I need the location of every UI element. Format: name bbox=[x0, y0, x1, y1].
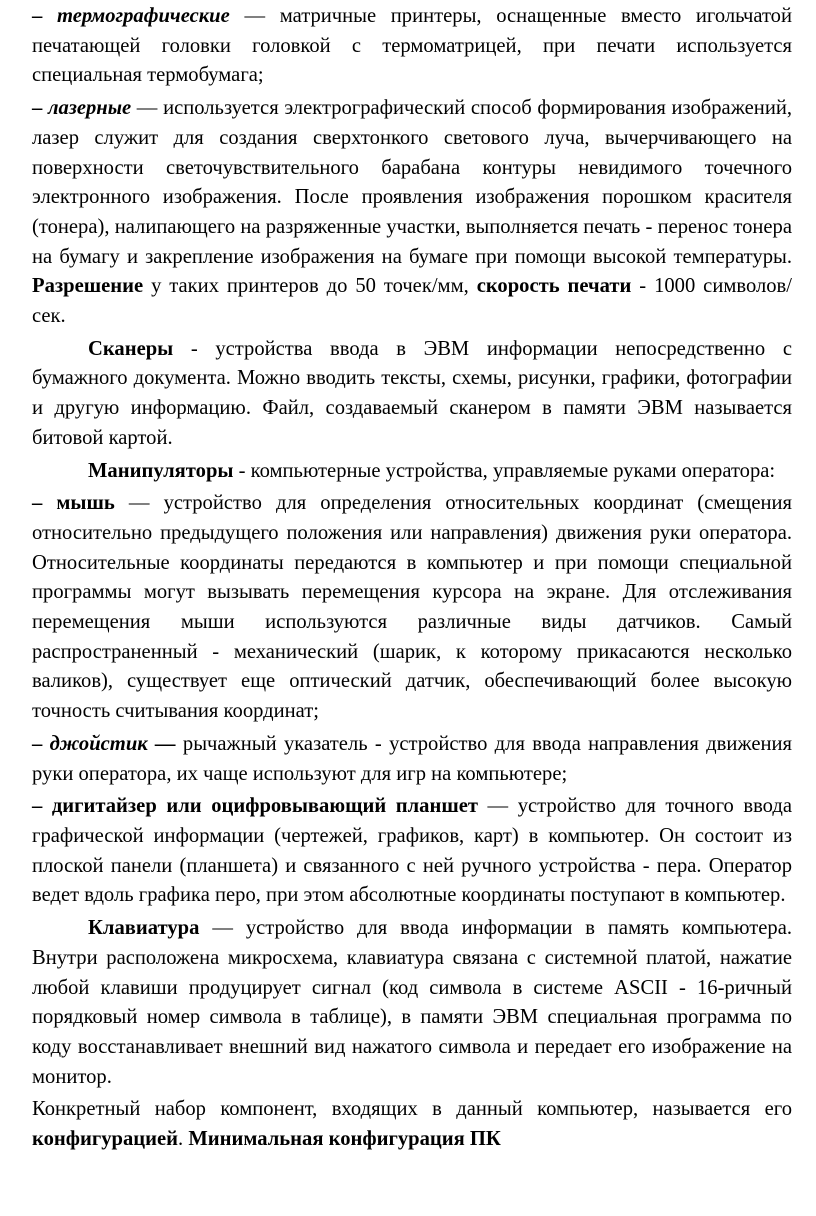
paragraph-text: используется электрографический способ формирования изображений, лазер служит для создания сверхтонкого светового луча, вычерчивающего на поверхности светочувствительного барабана контуры невидимого точечного электронного изображения. После проявления изображения порошком красителя (тонера), налипающего на разряженные участки, выполняется печать - перенос тонера на бумагу и закрепление изображения на бумаге при помощи высокой температуры. bbox=[32, 97, 793, 268]
paragraph-text: устройство для ввода информации в память компьютера. Внутри расположена микросхема, клавиатура связана с системной платой, нажатие любой клавиши продуцирует сигнал (код символа в системе ASCII - 16-ричный порядковый номер символа в таблице), в памяти ЭВМ специальная программа по коду восстанавливает внешний вид нажатого символа и передает его изображение на монитор. bbox=[32, 917, 793, 1088]
paragraph-mouse bbox=[32, 489, 792, 727]
paragraph-text: матричные принтеры, оснащенные вместо игольчатой печатающей головки головкой с термоматрицей, при печати используется специальная термобумага; bbox=[32, 5, 792, 87]
paragraph-thermographic bbox=[32, 2, 792, 91]
term-digitizer: дигитайзер или оцифровывающий планшет bbox=[51, 795, 478, 818]
term-minimal-configuration: Минимальная конфигурация ПК bbox=[188, 1128, 501, 1151]
em-dash: — bbox=[131, 97, 164, 120]
paragraph-text: у таких принтеров до 50 точек/мм, bbox=[143, 275, 477, 298]
paragraph-text: Конкретный набор компонент, входящих в данный компьютер, называется его bbox=[32, 1098, 792, 1121]
paragraph-text: - компьютерные устройства, управляемые руками оператора: bbox=[233, 459, 776, 482]
paragraph-keyboard bbox=[32, 914, 792, 1092]
term-resolution: Разрешение bbox=[32, 275, 144, 298]
em-dash: — bbox=[199, 917, 246, 940]
list-dash: – bbox=[32, 795, 52, 818]
term-joystick: джойстик — bbox=[49, 732, 176, 755]
paragraph-scanners bbox=[32, 335, 792, 454]
term-laser: лазерные bbox=[47, 97, 132, 120]
term-print-speed: скорость печати bbox=[476, 275, 632, 298]
list-dash: – bbox=[32, 732, 50, 755]
paragraph-text: рычажный указатель - устройство для ввода направления движения руки оператора, их чаще используют для игр на компьютере; bbox=[32, 732, 792, 785]
em-dash: — bbox=[229, 5, 280, 27]
term-keyboard: Клавиатура bbox=[88, 917, 200, 940]
paragraph-text: . bbox=[178, 1128, 189, 1151]
paragraph-digitizer bbox=[32, 792, 792, 911]
term-mouse: мышь bbox=[56, 492, 115, 515]
term-scanners: Сканеры bbox=[88, 337, 174, 360]
term-manipulators: Манипуляторы bbox=[88, 459, 234, 482]
paragraph-text: - 1000 символов/сек. bbox=[32, 275, 792, 328]
paragraph-laser bbox=[32, 94, 792, 332]
list-dash: – bbox=[32, 97, 48, 120]
paragraph-configuration bbox=[32, 1095, 792, 1154]
paragraph-manipulators bbox=[32, 457, 792, 487]
em-dash: — bbox=[114, 492, 164, 515]
paragraph-text: устройство для точного ввода графической информации (чертежей, графиков, карт) в компьютер. Он состоит из плоской панели (планшета) и связанного с ней ручного устройства - пера. Оператор ведет вдоль графика перо, при этом абсолютные координаты поступают в компьютер. bbox=[32, 795, 793, 907]
paragraph-text: устройство для определения относительных координат (смещения относительно предыдущего положения или направления) движения руки оператора. Относительные координаты передаются в компьютер и при помощи специальной программы могут вызывать перемещения курсора на экране. Для отслеживания перемещения мыши используются различные виды датчиков. Самый распространенный - механический (шарик, к которому прикасаются несколько валиков), существует еще оптический датчик, обеспечивающий более высокую точность считывания координат; bbox=[32, 492, 792, 723]
em-dash: — bbox=[477, 795, 518, 818]
list-dash: – bbox=[32, 5, 57, 27]
list-dash: – bbox=[32, 492, 57, 515]
paragraph-text: - устройства ввода в ЭВМ информации непосредственно с бумажного документа. Можно вводить тексты, схемы, рисунки, графики, фотографии и другую информацию. Файл, создаваемый сканером в памяти ЭВМ называется битовой картой. bbox=[32, 337, 792, 449]
term-configuration: конфигурацией bbox=[32, 1128, 179, 1151]
paragraph-joystick bbox=[32, 730, 792, 789]
term-thermographic: термографические bbox=[56, 5, 230, 27]
